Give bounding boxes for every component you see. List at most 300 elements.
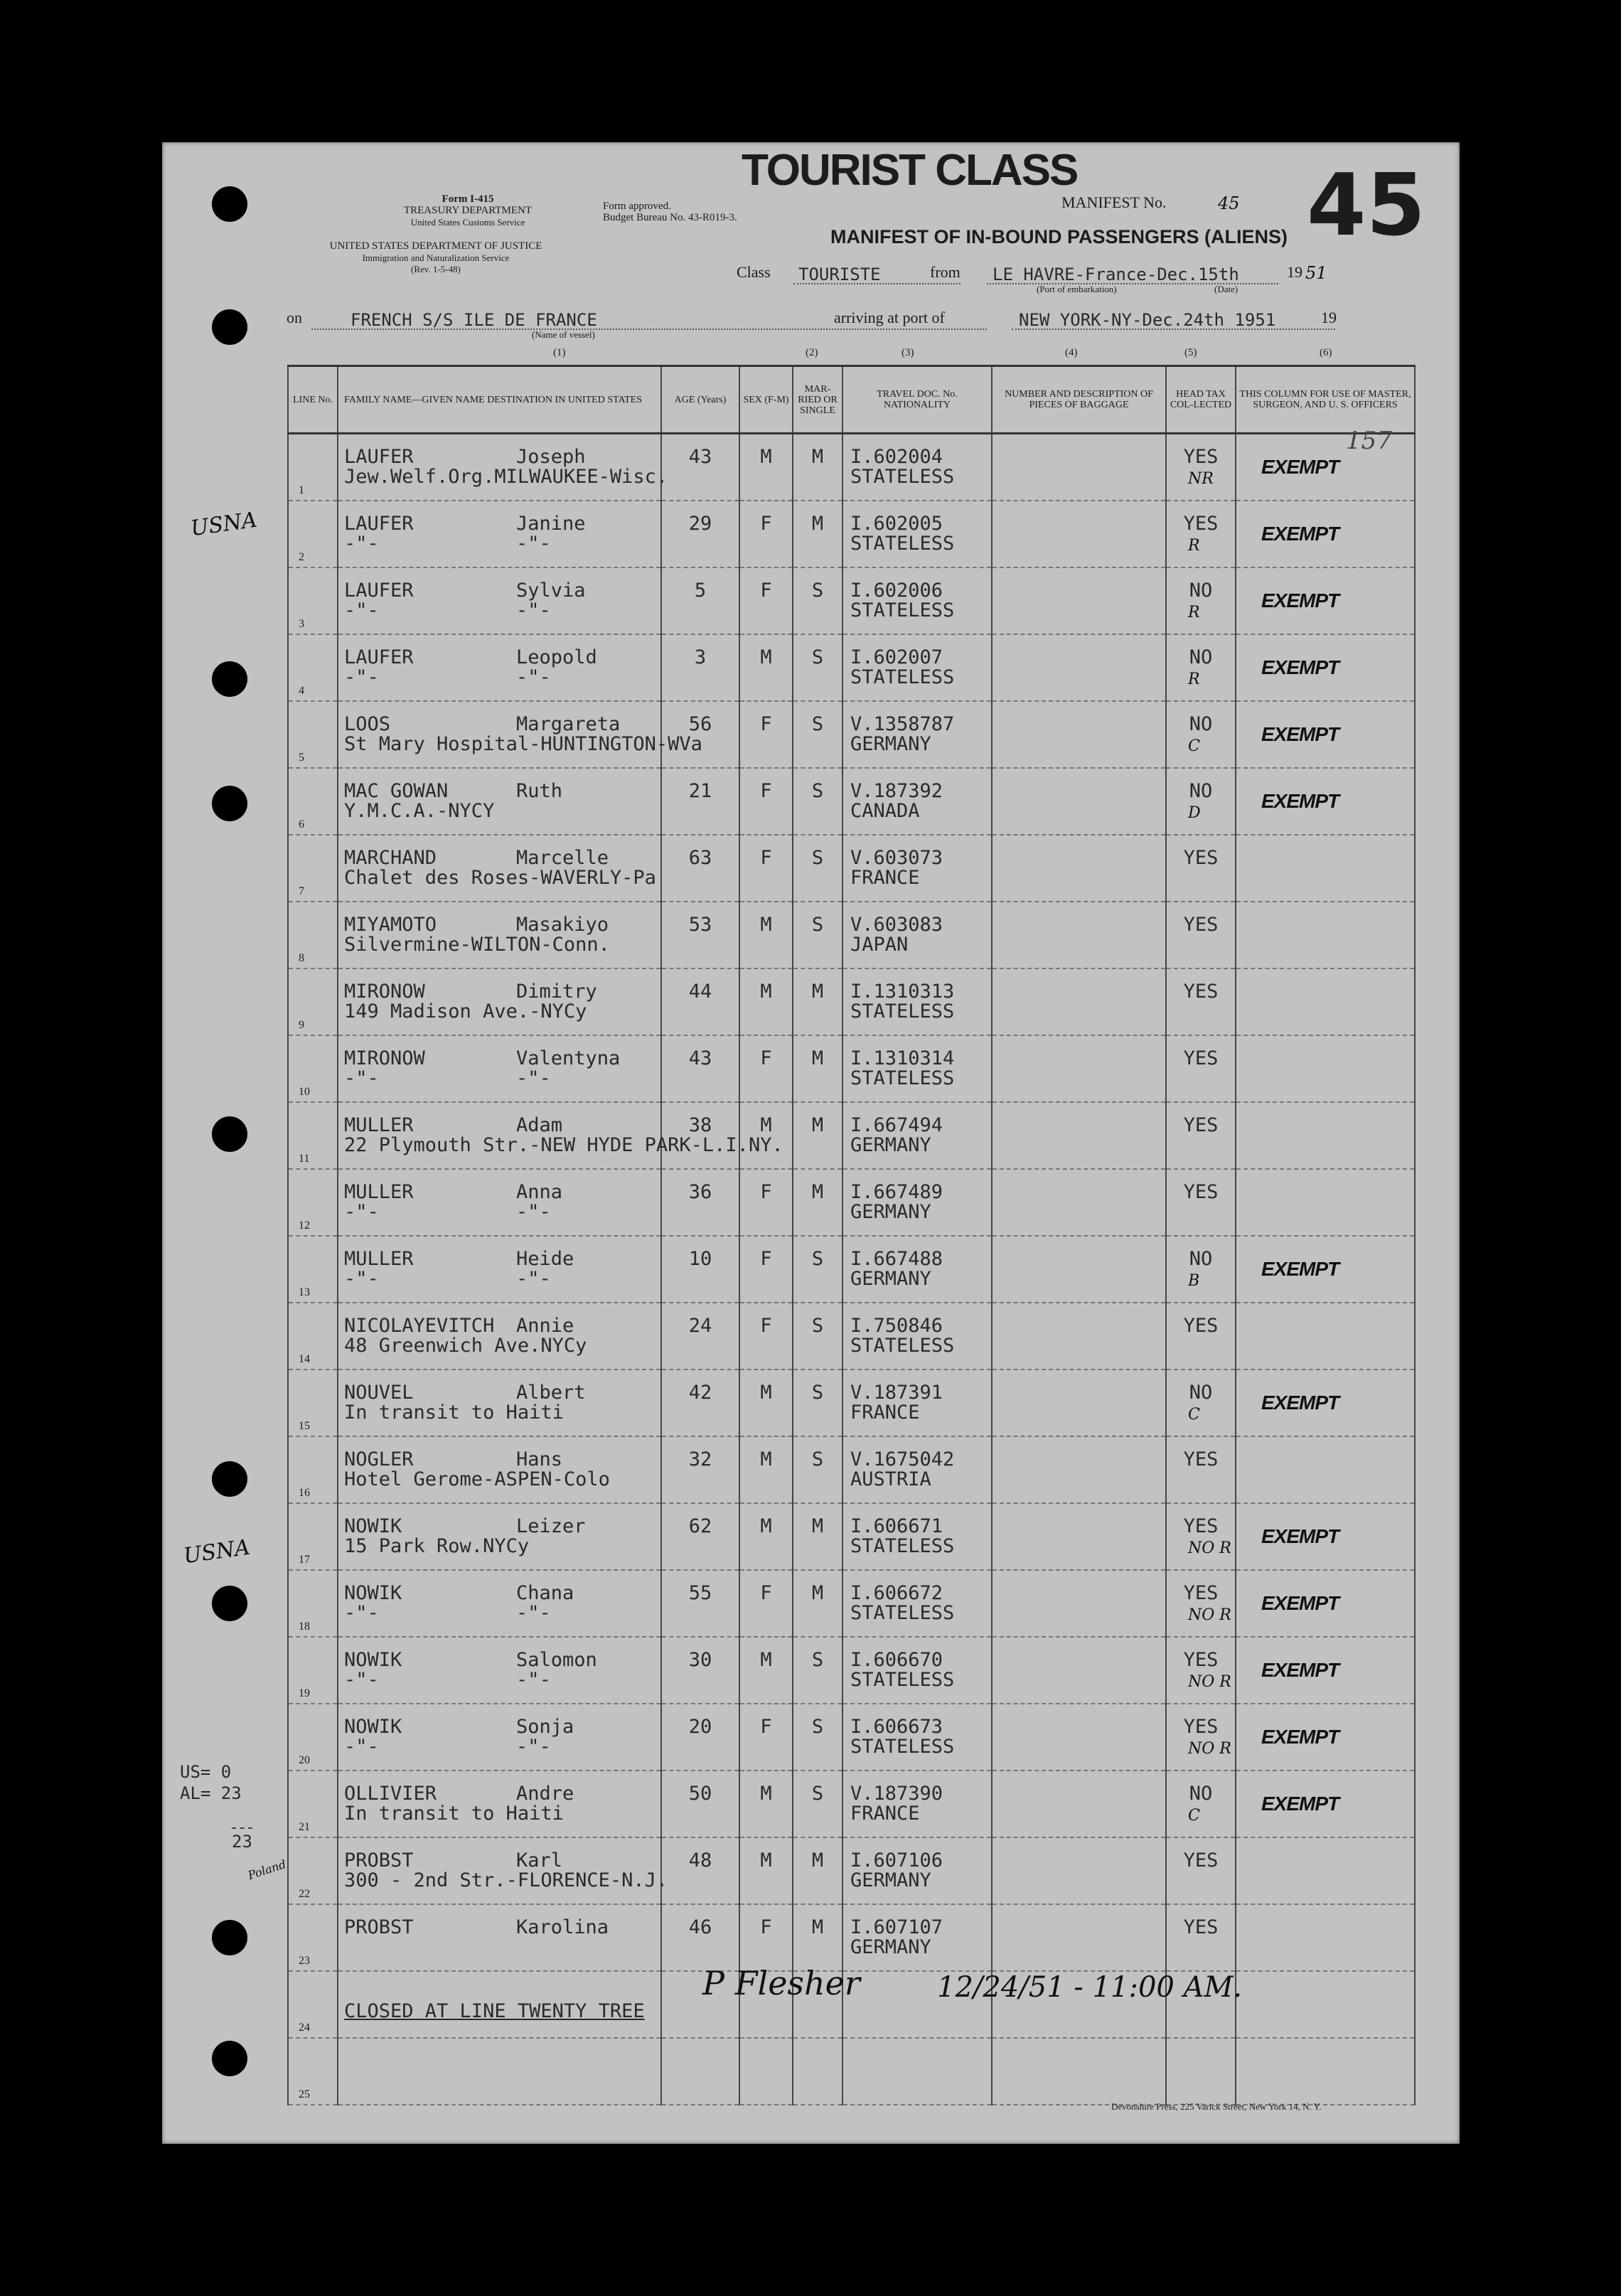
given-ditto: -"- — [516, 1067, 551, 1089]
nationality: AUSTRIA — [850, 1468, 931, 1490]
age: 44 — [688, 981, 712, 1003]
family-name: LAUFER — [344, 513, 414, 535]
punch-hole — [212, 309, 247, 345]
destination: 300 - 2nd Str.-FLORENCE-N.J. — [344, 1869, 668, 1891]
travel-doc: I.602006 — [850, 580, 943, 602]
sex: M — [760, 1515, 772, 1537]
justice-department: UNITED STATES DEPARTMENT OF JUSTICE — [329, 240, 542, 252]
family-name: NOWIK — [344, 1515, 402, 1537]
marital-status: S — [811, 646, 824, 668]
given-name: Dimitry — [516, 981, 597, 1003]
budget-bureau: Budget Bureau No. 43-R019-3. — [603, 212, 737, 223]
sex: M — [760, 1649, 772, 1671]
head-tax: YES — [1183, 1315, 1219, 1337]
nationality: GERMANY — [850, 1268, 931, 1290]
table-row — [288, 1236, 1415, 1303]
family-name: MULLER — [344, 1181, 414, 1203]
given-name: Marcelle — [516, 847, 609, 869]
table-row — [288, 1303, 1415, 1369]
marital-status: M — [811, 446, 824, 468]
travel-doc: I.606670 — [850, 1649, 943, 1671]
destination: -"- — [344, 1736, 379, 1758]
family-name: NICOLAYEVITCH — [344, 1315, 495, 1337]
closing-signature: P Flesher — [702, 1964, 860, 2002]
tax-note: D — [1188, 804, 1201, 822]
class-value: TOURISTE — [798, 265, 881, 284]
family-name: NOGLER — [344, 1448, 414, 1470]
line-number: 8 — [299, 952, 304, 964]
on-label: on — [287, 309, 302, 326]
line-number: 21 — [299, 1821, 310, 1833]
nationality: STATELESS — [850, 1736, 955, 1758]
exempt-stamp: EXEMPT — [1261, 1392, 1339, 1414]
family-name: MAC GOWAN — [344, 780, 449, 802]
given-ditto: -"- — [516, 1268, 551, 1290]
table-row — [288, 1035, 1415, 1102]
family-name: PROBST — [344, 1849, 414, 1871]
destination: 15 Park Row.NYCy — [344, 1535, 530, 1557]
given-name: Anna — [516, 1181, 563, 1203]
head-tax: YES — [1183, 1916, 1219, 1938]
table-header-row — [288, 366, 1415, 434]
year-prefix: 19 — [1287, 263, 1302, 281]
sex: M — [760, 1114, 772, 1136]
col-num-2: (2) — [806, 347, 818, 358]
travel-doc: V.603073 — [850, 847, 943, 869]
age: 32 — [688, 1448, 712, 1470]
sex: F — [760, 1916, 772, 1938]
destination: -"- — [344, 1602, 379, 1624]
age: 36 — [688, 1181, 712, 1203]
given-name: Karolina — [516, 1916, 609, 1938]
head-tax: NO — [1189, 713, 1213, 735]
given-name: Albert — [516, 1382, 586, 1404]
col-officers: THIS COLUMN FOR USE OF MASTER, SURGEON, AND U. S. OFFICERS — [1236, 366, 1415, 434]
travel-doc: I.1310314 — [850, 1047, 955, 1069]
given-name: Sylvia — [516, 580, 586, 602]
family-name: CLOSED AT LINE TWENTY TREE — [344, 2000, 645, 2022]
marital-status: M — [811, 1515, 824, 1537]
age: 24 — [688, 1315, 712, 1337]
marital-status: M — [811, 981, 824, 1003]
destination: 22 Plymouth Str.-NEW HYDE PARK-L.I.NY. — [344, 1134, 783, 1156]
col-line: LINE No. — [288, 366, 338, 434]
table-row — [288, 1169, 1415, 1236]
nationality: STATELESS — [850, 599, 955, 621]
age: 20 — [688, 1716, 712, 1738]
sex: F — [760, 1181, 772, 1203]
form-revision: (Rev. 1-5-48) — [411, 264, 461, 274]
corner-number: 157 — [1346, 427, 1392, 455]
form-approved: Form approved. — [603, 201, 671, 212]
marital-status: M — [811, 1181, 824, 1203]
exempt-stamp: EXEMPT — [1261, 1525, 1339, 1547]
nationality: STATELESS — [850, 466, 955, 488]
marital-status: S — [811, 1248, 824, 1270]
line-number: 10 — [299, 1086, 310, 1098]
head-tax: YES — [1183, 1448, 1219, 1470]
nationality: STATELESS — [850, 1000, 955, 1022]
travel-doc: V.1675042 — [850, 1448, 955, 1470]
given-name: Salomon — [516, 1649, 597, 1671]
form-number: Form I-415 — [442, 193, 494, 205]
age: 3 — [694, 646, 707, 668]
exempt-stamp: EXEMPT — [1261, 1726, 1339, 1748]
exempt-stamp: EXEMPT — [1261, 790, 1339, 812]
age: 63 — [688, 847, 712, 869]
nationality: GERMANY — [850, 1936, 931, 1958]
destination: -"- — [344, 1201, 379, 1223]
date-caption: (Date) — [1214, 284, 1239, 294]
tax-note: R — [1188, 604, 1200, 621]
line-number: 25 — [299, 2088, 310, 2100]
family-name: MIRONOW — [344, 1047, 425, 1069]
sex: F — [760, 1582, 772, 1604]
marital-status: S — [811, 914, 824, 936]
age: 50 — [688, 1783, 712, 1805]
table-row — [288, 1704, 1415, 1771]
destination: St Mary Hospital-HUNTINGTON-WVa — [344, 733, 702, 755]
table-row — [288, 968, 1415, 1035]
line-number: 24 — [299, 2022, 310, 2034]
class-label: Class — [737, 263, 771, 281]
travel-doc: I.667489 — [850, 1181, 943, 1203]
table-row — [288, 1102, 1415, 1169]
travel-doc: I.607106 — [850, 1849, 943, 1871]
line-number: 4 — [299, 685, 304, 697]
exempt-stamp: EXEMPT — [1261, 523, 1339, 545]
line-number: 3 — [299, 618, 304, 630]
exempt-stamp: EXEMPT — [1261, 1793, 1339, 1815]
sex: M — [760, 981, 772, 1003]
marital-status: M — [811, 1047, 824, 1069]
punch-hole — [212, 1586, 247, 1621]
head-tax: YES — [1183, 914, 1219, 936]
given-ditto: -"- — [516, 533, 551, 555]
head-tax: YES — [1183, 1582, 1219, 1604]
age: 38 — [688, 1114, 712, 1136]
travel-doc: I.667488 — [850, 1248, 943, 1270]
head-tax: NO — [1189, 1783, 1213, 1805]
col-num-6: (6) — [1320, 347, 1332, 358]
line-number: 19 — [299, 1687, 310, 1699]
age: 56 — [688, 713, 712, 735]
col-num-4: (4) — [1065, 347, 1078, 358]
destination: -"- — [344, 666, 379, 688]
tax-note: NO R — [1188, 1673, 1231, 1691]
punch-hole — [212, 186, 247, 222]
line-number: 18 — [299, 1620, 310, 1633]
age: 48 — [688, 1849, 712, 1871]
class-title: TOURIST CLASS — [742, 146, 1078, 195]
given-name: Heide — [516, 1248, 574, 1270]
tax-note: C — [1188, 1807, 1200, 1825]
head-tax: YES — [1183, 1114, 1219, 1136]
destination: -"- — [344, 533, 379, 555]
line-number: 6 — [299, 818, 304, 831]
head-tax: YES — [1183, 847, 1219, 869]
sex: M — [760, 1448, 772, 1470]
head-tax: YES — [1183, 446, 1219, 468]
nationality: STATELESS — [850, 1335, 955, 1357]
nationality: STATELESS — [850, 533, 955, 555]
table-row — [288, 501, 1415, 567]
given-ditto: -"- — [516, 599, 551, 621]
exempt-stamp: EXEMPT — [1261, 656, 1339, 678]
nationality: STATELESS — [850, 666, 955, 688]
family-name: MULLER — [344, 1114, 414, 1136]
sex: F — [760, 1047, 772, 1069]
line-number: 2 — [299, 551, 304, 563]
family-name: OLLIVIER — [344, 1783, 437, 1805]
marital-status: S — [811, 1382, 824, 1404]
family-name: NOUVEL — [344, 1382, 414, 1404]
destination: 48 Greenwich Ave.NYCy — [344, 1335, 587, 1357]
col-baggage: NUMBER AND DESCRIPTION OF PIECES OF BAGGAGE — [992, 366, 1166, 434]
closing-datetime: 12/24/51 - 11:00 AM. — [937, 1971, 1243, 2004]
age: 29 — [688, 513, 712, 535]
age: 46 — [688, 1916, 712, 1938]
nationality: STATELESS — [850, 1602, 955, 1624]
margin-total: 23 — [232, 1827, 252, 1852]
travel-doc: V.187390 — [850, 1783, 943, 1805]
nationality: GERMANY — [850, 1134, 931, 1156]
given-name: Sonja — [516, 1716, 574, 1738]
given-name: Leizer — [516, 1515, 586, 1537]
family-name: LAUFER — [344, 646, 414, 668]
manifest-label: MANIFEST No. — [1061, 193, 1167, 211]
marital-status: M — [811, 513, 824, 535]
punch-hole — [212, 2041, 247, 2076]
nationality: GERMANY — [850, 1869, 931, 1891]
head-tax: YES — [1183, 1515, 1219, 1537]
line-number: 14 — [299, 1353, 310, 1365]
line-number: 23 — [299, 1955, 310, 1967]
age: 30 — [688, 1649, 712, 1671]
travel-doc: I.602007 — [850, 646, 943, 668]
nationality: FRANCE — [850, 1803, 920, 1825]
family-name: MARCHAND — [344, 847, 437, 869]
exempt-stamp: EXEMPT — [1261, 1659, 1339, 1681]
exempt-stamp: EXEMPT — [1261, 1592, 1339, 1614]
destination: -"- — [344, 1067, 379, 1089]
head-tax: YES — [1183, 1181, 1219, 1203]
age: 10 — [688, 1248, 712, 1270]
line-number: 11 — [299, 1153, 310, 1165]
tax-note: R — [1188, 671, 1200, 688]
col-married: MAR-RIED OR SINGLE — [793, 366, 842, 434]
family-name: MIYAMOTO — [344, 914, 437, 936]
sex: M — [760, 446, 772, 468]
family-name: LAUFER — [344, 446, 414, 468]
manifest-title: MANIFEST OF IN-BOUND PASSENGERS (ALIENS) — [830, 226, 1288, 247]
line-number: 20 — [299, 1754, 310, 1766]
table-row — [288, 1570, 1415, 1637]
col-num-5: (5) — [1184, 347, 1197, 358]
head-tax: YES — [1183, 1716, 1219, 1738]
exempt-stamp: EXEMPT — [1261, 1258, 1339, 1280]
marital-status: S — [811, 1315, 824, 1337]
manifest-number-big: 45 — [1307, 156, 1425, 255]
age: 43 — [688, 1047, 712, 1069]
nationality: GERMANY — [850, 1201, 931, 1223]
given-name: Annie — [516, 1315, 574, 1337]
table-row — [288, 634, 1415, 701]
line-number: 17 — [299, 1554, 310, 1566]
head-tax: NO — [1189, 1248, 1213, 1270]
table-row — [288, 1771, 1415, 1837]
given-ditto: -"- — [516, 1736, 551, 1758]
year-value: 51 — [1305, 263, 1327, 283]
age: 62 — [688, 1515, 712, 1537]
given-ditto: -"- — [516, 1669, 551, 1691]
given-name: Andre — [516, 1783, 574, 1805]
line-number: 15 — [299, 1420, 310, 1432]
sex: M — [760, 914, 772, 936]
family-name: LOOS — [344, 713, 391, 735]
table-row — [288, 1837, 1415, 1904]
col-sex: SEX (F-M) — [739, 366, 793, 434]
table-row — [288, 567, 1415, 634]
arriving-year: 19 — [1321, 309, 1337, 326]
travel-doc: V.187392 — [850, 780, 943, 802]
table-row — [288, 1637, 1415, 1704]
destination: Hotel Gerome-ASPEN-Colo — [344, 1468, 610, 1490]
destination: In transit to Haiti — [344, 1401, 564, 1424]
marital-status: M — [811, 1582, 824, 1604]
table-row — [288, 835, 1415, 902]
table-row — [288, 434, 1415, 501]
ins-service: Immigration and Naturalization Service — [362, 252, 510, 263]
travel-doc: I.602005 — [850, 513, 943, 535]
travel-doc: I.607107 — [850, 1916, 943, 1938]
sex: F — [760, 847, 772, 869]
exempt-stamp: EXEMPT — [1261, 589, 1339, 612]
travel-doc: V.603083 — [850, 914, 943, 936]
nationality: STATELESS — [850, 1669, 955, 1691]
margin-al-count: AL= 23 — [180, 1783, 242, 1803]
age: 55 — [688, 1582, 712, 1604]
line-number: 1 — [299, 484, 304, 496]
head-tax: YES — [1183, 513, 1219, 535]
line-number: 5 — [299, 752, 304, 764]
sex: F — [760, 513, 772, 535]
vessel-caption: (Name of vessel) — [532, 329, 595, 340]
marital-status: S — [811, 780, 824, 802]
travel-doc: I.667494 — [850, 1114, 943, 1136]
line-number: 13 — [299, 1286, 310, 1298]
head-tax: NO — [1189, 646, 1213, 668]
given-name: Chana — [516, 1582, 574, 1604]
col-num-3: (3) — [902, 347, 914, 358]
given-name: Adam — [516, 1114, 563, 1136]
punch-hole — [212, 661, 247, 697]
exempt-stamp: EXEMPT — [1261, 456, 1339, 478]
nationality: GERMANY — [850, 733, 931, 755]
sex: M — [760, 1849, 772, 1871]
tax-note: NO R — [1188, 1539, 1231, 1557]
col-age: AGE (Years) — [661, 366, 739, 434]
family-name: LAUFER — [344, 580, 414, 602]
head-tax: YES — [1183, 1849, 1219, 1871]
given-ditto: -"- — [516, 1602, 551, 1624]
arriving-label: arriving at port of — [834, 309, 945, 326]
given-name: Ruth — [516, 780, 563, 802]
treasury-department: TREASURY DEPARTMENT — [403, 205, 533, 216]
line-number: 9 — [299, 1019, 304, 1031]
manifest-number-typed: 45 — [1218, 193, 1240, 213]
table-row — [288, 701, 1415, 768]
head-tax: YES — [1183, 1047, 1219, 1069]
col-doc: TRAVEL DOC. No. NATIONALITY — [842, 366, 992, 434]
marital-status: S — [811, 713, 824, 735]
tax-note: NO R — [1188, 1740, 1231, 1758]
table-row — [288, 1436, 1415, 1503]
arriving-value: NEW YORK-NY-Dec.24th 1951 — [1019, 310, 1276, 330]
age: 53 — [688, 914, 712, 936]
nationality: JAPAN — [850, 934, 909, 956]
given-name: Karl — [516, 1849, 563, 1871]
family-name: MULLER — [344, 1248, 414, 1270]
given-name: Margareta — [516, 713, 621, 735]
line-number: 12 — [299, 1219, 310, 1232]
tax-note: R — [1188, 537, 1200, 555]
exempt-stamp: EXEMPT — [1261, 723, 1339, 745]
head-tax: YES — [1183, 981, 1219, 1003]
marital-status: S — [811, 847, 824, 869]
family-name: NOWIK — [344, 1649, 402, 1671]
port-caption: (Port of embarkation) — [1037, 284, 1117, 294]
given-name: Joseph — [516, 446, 586, 468]
marital-status: S — [811, 580, 824, 602]
punch-hole — [212, 1461, 247, 1497]
destination: Silvermine-WILTON-Conn. — [344, 934, 610, 956]
family-name: NOWIK — [344, 1716, 402, 1738]
nationality: FRANCE — [850, 867, 920, 889]
table-row — [288, 2038, 1415, 2105]
nationality: STATELESS — [850, 1067, 955, 1089]
punch-hole — [212, 1116, 247, 1152]
sex: F — [760, 1716, 772, 1738]
destination: Jew.Welf.Org.MILWAUKEE-Wisc. — [344, 466, 668, 488]
travel-doc: V.1358787 — [850, 713, 955, 735]
manifest-sheet — [162, 142, 1460, 2144]
given-ditto: -"- — [516, 666, 551, 688]
destination: -"- — [344, 1268, 379, 1290]
age: 43 — [688, 446, 712, 468]
given-name: Masakiyo — [516, 914, 609, 936]
tax-note: C — [1188, 737, 1200, 755]
tax-note: C — [1188, 1406, 1200, 1424]
family-name: MIRONOW — [344, 981, 425, 1003]
line-number: 16 — [299, 1487, 310, 1499]
line-number: 7 — [299, 885, 304, 897]
head-tax: YES — [1183, 1649, 1219, 1671]
marital-status: S — [811, 1716, 824, 1738]
given-name: Hans — [516, 1448, 563, 1470]
travel-doc: I.606671 — [850, 1515, 943, 1537]
table-row — [288, 902, 1415, 968]
travel-doc: I.602004 — [850, 446, 943, 468]
margin-poland: Poland — [246, 1857, 288, 1883]
table-row — [288, 1904, 1415, 1971]
marital-status: M — [811, 1916, 824, 1938]
sex: M — [760, 1382, 772, 1404]
given-name: Janine — [516, 513, 586, 535]
margin-usna-1: USNA — [189, 507, 259, 542]
destination: -"- — [344, 599, 379, 621]
marital-status: M — [811, 1114, 824, 1136]
